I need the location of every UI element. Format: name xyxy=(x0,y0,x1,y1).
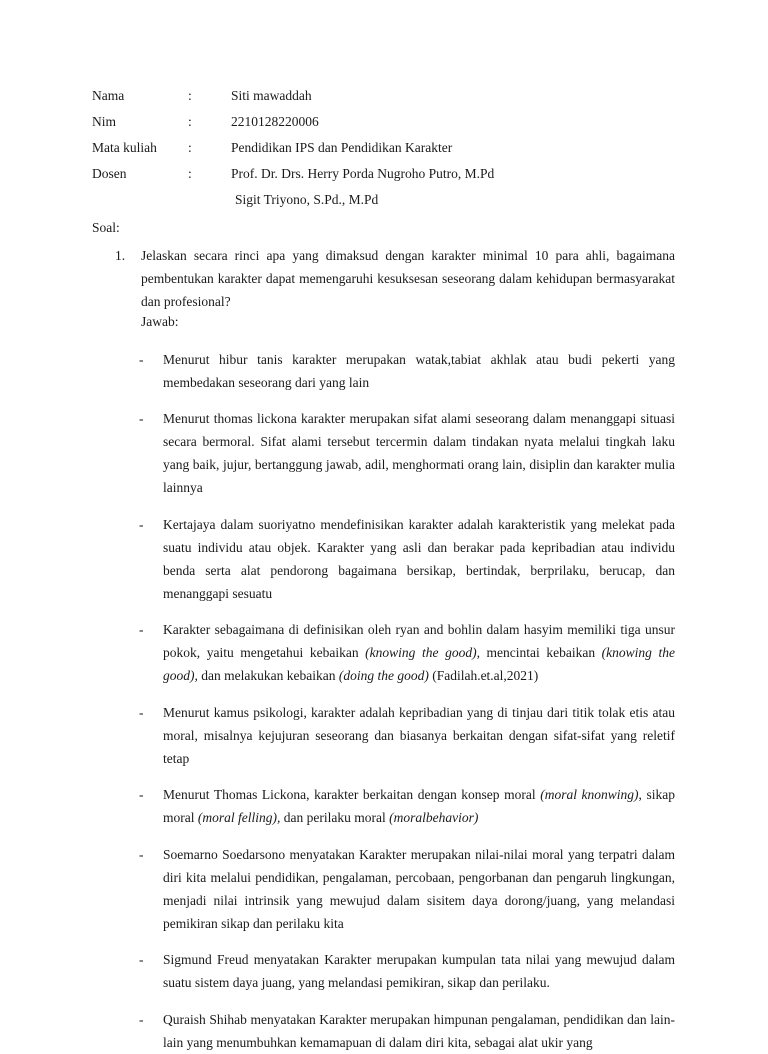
info-value-name: Siti mawaddah xyxy=(231,88,312,103)
bullet-dash: - xyxy=(139,846,144,862)
bullet-dash: - xyxy=(139,704,144,720)
answer-text: Kertajaya dalam suoriyatno mendefinisikan karakter adalah karakteristik yang melekat pada suatu individu atau objek. Karakter yang asli dan berakar pada kepribadian atau individu benda serta alat pendorong bagaimana bersikap, bertindak, berprilaku, berucap, dan menanggapi sesuatu xyxy=(163,516,675,601)
info-label: Mata kuliah xyxy=(92,140,157,155)
answer-item xyxy=(0,843,768,935)
info-value-lecturer: Prof. Dr. Drs. Herry Porda Nugroho Putro, M.Pd xyxy=(231,166,495,181)
answer-item xyxy=(0,618,768,687)
info-colon: : xyxy=(188,114,192,129)
answer-text: Menurut hibur tanis karakter merupakan watak,tabiat akhlak atau budi pekerti yang membedakan seseorang dari yang lain xyxy=(163,351,675,390)
answer-item xyxy=(0,783,768,829)
info-label: Nim xyxy=(92,114,117,129)
bullet-dash: - xyxy=(139,516,144,532)
bullet-dash: - xyxy=(139,622,144,637)
answer-item xyxy=(0,948,768,994)
answer-text: Karakter sebagaimana di definisikan oleh ryan and bohlin dalam hasyim memiliki tiga unsur pokok, yaitu mengetahui kebaikan (knowing the good), mencintai kebaikan (knowing the good), dan melakukan kebaikan (doing the good) (Fadilah.et.al,2021) xyxy=(163,622,675,683)
bullet-dash: - xyxy=(139,952,144,967)
info-colon: : xyxy=(188,88,192,103)
answer-text: Quraish Shihab menyatakan Karakter merupakan himpunan pengalaman, pendidikan dan lain-lain yang menumbuhkan kemamapuan di dalam diri kita, sebagai alat ukir yang xyxy=(163,1011,675,1050)
answer-text: Menurut kamus psikologi, karakter adalah kepribadian yang di tinjau dari titik tolak etis atau moral, misalnya kejujuran seseorang dan biasanya berkaitan dengan sifat-sifat yang reletif tetap xyxy=(163,704,675,766)
info-colon: : xyxy=(188,166,192,181)
bullet-dash: - xyxy=(139,411,144,426)
answer-text: Sigmund Freud menyatakan Karakter merupakan kumpulan tata nilai yang mewujud dalam suatu sistem daya juang, yang melandasi pemikiran, sikap dan perilaku. xyxy=(163,952,675,990)
info-value-nim: 2210128220006 xyxy=(231,114,319,129)
answer-text: Soemarno Soedarsono menyatakan Karakter merupakan nilai-nilai moral yang terpatri dalam diri kita melalui pendidikan, pengalaman, percobaan, pengorbanan dan pengaruh lingkungan, menjadi nilai intrinsik yang mewujud dalam sisitem daya dorong/juang, yang melandasi pemikiran sikap dan perilaku kita xyxy=(163,846,675,931)
info-colon: : xyxy=(188,140,192,155)
answer-text: Menurut thomas lickona karakter merupakan sifat alami seseorang dalam menanggapi situasi secara bermoral. Sifat alami tersebut tercermin dalam tindakan nyata melalui tingkah laku yang baik, jujur, bertanggung jawab, adil, menghormati orang lain, disiplin dan karakter mulia lainnya xyxy=(163,411,675,495)
bullet-dash: - xyxy=(139,787,144,802)
bullet-dash: - xyxy=(139,1011,144,1027)
info-label: Dosen xyxy=(92,166,127,181)
bullet-dash: - xyxy=(139,351,144,367)
question-text: Jelaskan secara rinci apa yang dimaksud dengan karakter minimal 10 para ahli, bagaimana pembentukan karakter dapat memengaruhi kesuksesan seseorang dalam kehidupan bermasyarakat dan profesional? xyxy=(141,248,675,309)
info-value-course: Pendidikan IPS dan Pendidikan Karakter xyxy=(231,140,453,155)
info-value-lecturer-second: Sigit Triyono, S.Pd., M.Pd xyxy=(235,192,379,207)
answer-item xyxy=(0,513,768,605)
jawab-label: Jawab: xyxy=(141,314,179,329)
answer-item xyxy=(0,348,768,394)
answer-list xyxy=(0,334,768,1054)
answer-text: Menurut Thomas Lickona, karakter berkaitan dengan konsep moral (moral knonwing), sikap moral (moral felling), dan perilaku moral (moralbehavior) xyxy=(163,787,675,825)
soal-label: Soal: xyxy=(92,220,120,235)
answer-item xyxy=(0,407,768,499)
question-number: 1. xyxy=(115,248,126,263)
answer-item xyxy=(0,701,768,770)
info-label: Nama xyxy=(92,88,125,103)
answer-item xyxy=(0,1008,768,1054)
